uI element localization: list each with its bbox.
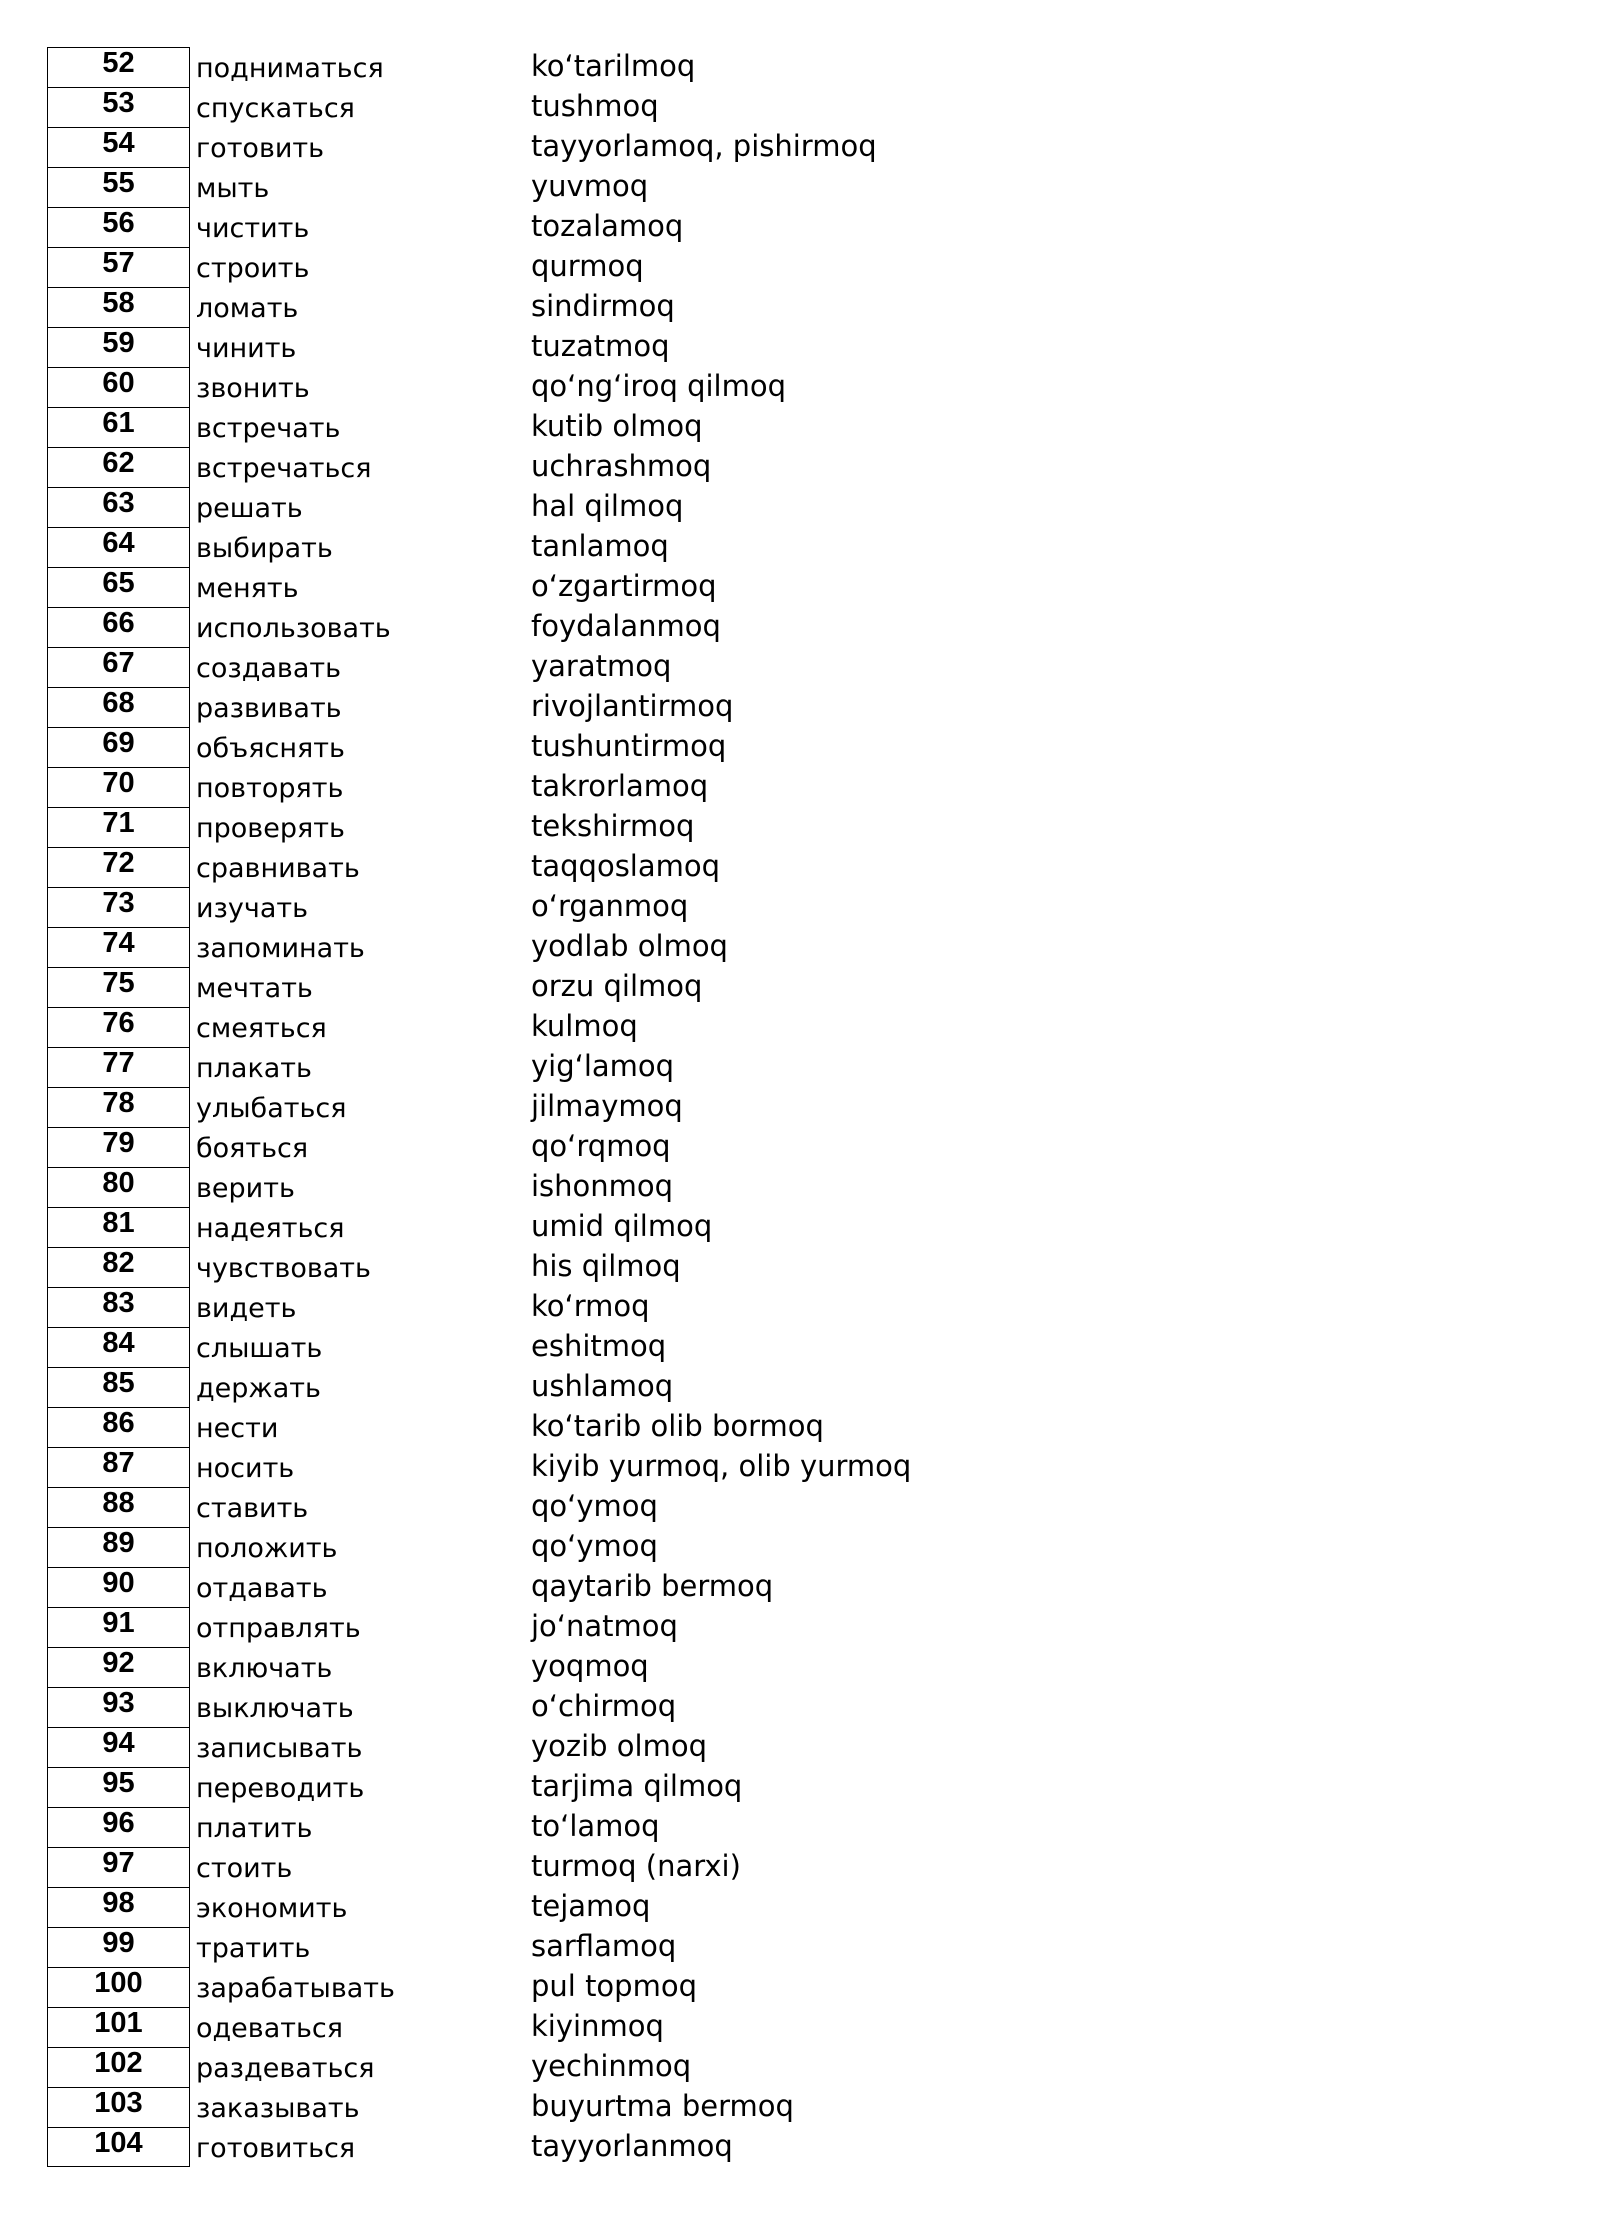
uzbek-translation: tanlamoq — [531, 529, 669, 563]
russian-word: заказывать — [196, 2093, 360, 2124]
russian-word: верить — [196, 1173, 295, 1204]
russian-word: надеяться — [196, 1213, 345, 1244]
uzbek-translation: qaytarib bermoq — [531, 1569, 774, 1603]
russian-word: видеть — [196, 1293, 297, 1324]
entry-number: 65 — [47, 567, 190, 607]
entry-number: 104 — [47, 2127, 190, 2167]
uzbek-translation: kulmoq — [531, 1009, 638, 1043]
entry-number: 71 — [47, 807, 190, 847]
uzbek-translation: taqqoslamoq — [531, 849, 721, 883]
russian-word: тратить — [196, 1933, 311, 1964]
uzbek-translation: kiyib yurmoq, olib yurmoq — [531, 1449, 912, 1483]
uzbek-translation: o‘rganmoq — [531, 889, 689, 923]
entry-number: 74 — [47, 927, 190, 967]
uzbek-translation: tuzatmoq — [531, 329, 670, 363]
russian-word: спускаться — [196, 93, 355, 124]
entry-number: 54 — [47, 127, 190, 167]
uzbek-translation: umid qilmoq — [531, 1209, 713, 1243]
uzbek-translation: to‘lamoq — [531, 1809, 660, 1843]
uzbek-translation: tekshirmoq — [531, 809, 695, 843]
uzbek-translation: yozib olmoq — [531, 1729, 708, 1763]
russian-word: чувствовать — [196, 1253, 371, 1284]
russian-word: развивать — [196, 693, 342, 724]
entry-number: 95 — [47, 1767, 190, 1807]
russian-word: сравнивать — [196, 853, 360, 884]
uzbek-translation: tayyorlamoq, pishirmoq — [531, 129, 877, 163]
russian-word: бояться — [196, 1133, 309, 1164]
entry-number: 62 — [47, 447, 190, 487]
russian-word: положить — [196, 1533, 338, 1564]
entry-number: 68 — [47, 687, 190, 727]
uzbek-translation: qo‘ymoq — [531, 1489, 658, 1523]
russian-word: встречаться — [196, 453, 372, 484]
uzbek-translation: tushmoq — [531, 89, 659, 123]
uzbek-translation: yig‘lamoq — [531, 1049, 675, 1083]
russian-word: переводить — [196, 1773, 365, 1804]
uzbek-translation: yaratmoq — [531, 649, 672, 683]
entry-number: 75 — [47, 967, 190, 1007]
russian-word: использовать — [196, 613, 391, 644]
russian-word: мыть — [196, 173, 270, 204]
russian-word: объяснять — [196, 733, 345, 764]
entry-number: 82 — [47, 1247, 190, 1287]
russian-word: ставить — [196, 1493, 309, 1524]
russian-word: экономить — [196, 1893, 348, 1924]
entry-number: 90 — [47, 1567, 190, 1607]
uzbek-translation: orzu qilmoq — [531, 969, 703, 1003]
entry-number: 101 — [47, 2007, 190, 2047]
russian-word: записывать — [196, 1733, 363, 1764]
russian-word: раздеваться — [196, 2053, 375, 2084]
uzbek-translation: turmoq (narxi) — [531, 1849, 741, 1883]
entry-number: 78 — [47, 1087, 190, 1127]
uzbek-translation: yechinmoq — [531, 2049, 692, 2083]
russian-word: чинить — [196, 333, 297, 364]
russian-word: подниматься — [196, 53, 384, 84]
russian-word: звонить — [196, 373, 310, 404]
uzbek-translation: qo‘ymoq — [531, 1529, 658, 1563]
russian-word: зарабатывать — [196, 1973, 395, 2004]
russian-word: плакать — [196, 1053, 312, 1084]
entry-number: 102 — [47, 2047, 190, 2087]
russian-word: носить — [196, 1453, 295, 1484]
uzbek-translation: jo‘natmoq — [531, 1609, 678, 1643]
entry-number: 66 — [47, 607, 190, 647]
russian-word: запоминать — [196, 933, 365, 964]
russian-word: менять — [196, 573, 299, 604]
uzbek-translation: kiyinmoq — [531, 2009, 664, 2043]
uzbek-translation: tayyorlanmoq — [531, 2129, 733, 2163]
entry-number: 61 — [47, 407, 190, 447]
russian-word: проверять — [196, 813, 345, 844]
uzbek-translation: tushuntirmoq — [531, 729, 727, 763]
uzbek-translation: tejamoq — [531, 1889, 651, 1923]
uzbek-translation: yoqmoq — [531, 1649, 649, 1683]
uzbek-translation: his qilmoq — [531, 1249, 681, 1283]
uzbek-translation: tozalamoq — [531, 209, 684, 243]
uzbek-translation: takrorlamoq — [531, 769, 709, 803]
entry-number: 80 — [47, 1167, 190, 1207]
entry-number: 98 — [47, 1887, 190, 1927]
entry-number: 52 — [47, 47, 190, 87]
entry-number: 53 — [47, 87, 190, 127]
entry-number: 88 — [47, 1487, 190, 1527]
uzbek-translation: rivojlantirmoq — [531, 689, 734, 723]
uzbek-translation: ishonmoq — [531, 1169, 674, 1203]
russian-word: готовить — [196, 133, 325, 164]
entry-number: 59 — [47, 327, 190, 367]
entry-number: 96 — [47, 1807, 190, 1847]
entry-number: 91 — [47, 1607, 190, 1647]
uzbek-translation: qurmoq — [531, 249, 644, 283]
entry-number: 58 — [47, 287, 190, 327]
entry-number: 89 — [47, 1527, 190, 1567]
russian-word: стоить — [196, 1853, 293, 1884]
uzbek-translation: sarflamoq — [531, 1929, 677, 1963]
russian-word: выбирать — [196, 533, 333, 564]
russian-word: нести — [196, 1413, 279, 1444]
uzbek-translation: buyurtma bermoq — [531, 2089, 794, 2123]
russian-word: встречать — [196, 413, 341, 444]
entry-number: 70 — [47, 767, 190, 807]
entry-number: 99 — [47, 1927, 190, 1967]
entry-number: 85 — [47, 1367, 190, 1407]
russian-word: повторять — [196, 773, 344, 804]
entry-number: 100 — [47, 1967, 190, 2007]
entry-number: 76 — [47, 1007, 190, 1047]
uzbek-translation: ko‘tarib olib bormoq — [531, 1409, 824, 1443]
uzbek-translation: qo‘rqmoq — [531, 1129, 671, 1163]
russian-word: выключать — [196, 1693, 354, 1724]
russian-word: строить — [196, 253, 310, 284]
russian-word: платить — [196, 1813, 313, 1844]
russian-word: слышать — [196, 1333, 323, 1364]
uzbek-translation: o‘chirmoq — [531, 1689, 677, 1723]
entry-number: 67 — [47, 647, 190, 687]
entry-number: 93 — [47, 1687, 190, 1727]
uzbek-translation: ushlamoq — [531, 1369, 674, 1403]
uzbek-translation: jilmaymoq — [531, 1089, 683, 1123]
russian-word: смеяться — [196, 1013, 327, 1044]
entry-number: 103 — [47, 2087, 190, 2127]
russian-word: отдавать — [196, 1573, 328, 1604]
entry-number: 63 — [47, 487, 190, 527]
uzbek-translation: yodlab olmoq — [531, 929, 728, 963]
entry-number: 84 — [47, 1327, 190, 1367]
russian-word: изучать — [196, 893, 309, 924]
entry-number: 79 — [47, 1127, 190, 1167]
uzbek-translation: kutib olmoq — [531, 409, 703, 443]
entry-number: 86 — [47, 1407, 190, 1447]
russian-word: ломать — [196, 293, 299, 324]
russian-word: держать — [196, 1373, 321, 1404]
entry-number: 97 — [47, 1847, 190, 1887]
entry-number: 55 — [47, 167, 190, 207]
uzbek-translation: eshitmoq — [531, 1329, 667, 1363]
russian-word: улыбаться — [196, 1093, 347, 1124]
uzbek-translation: o‘zgartirmoq — [531, 569, 717, 603]
uzbek-translation: qo‘ng‘iroq qilmoq — [531, 369, 787, 403]
russian-word: мечтать — [196, 973, 313, 1004]
uzbek-translation: tarjima qilmoq — [531, 1769, 743, 1803]
entry-number: 92 — [47, 1647, 190, 1687]
russian-word: создавать — [196, 653, 342, 684]
entry-number: 64 — [47, 527, 190, 567]
uzbek-translation: yuvmoq — [531, 169, 649, 203]
entry-number: 94 — [47, 1727, 190, 1767]
uzbek-translation: ko‘rmoq — [531, 1289, 650, 1323]
entry-number: 83 — [47, 1287, 190, 1327]
entry-number: 60 — [47, 367, 190, 407]
uzbek-translation: ko‘tarilmoq — [531, 49, 696, 83]
entry-number: 57 — [47, 247, 190, 287]
russian-word: чистить — [196, 213, 310, 244]
entry-number: 69 — [47, 727, 190, 767]
entry-number: 77 — [47, 1047, 190, 1087]
uzbek-translation: uchrashmoq — [531, 449, 712, 483]
entry-number: 72 — [47, 847, 190, 887]
russian-word: включать — [196, 1653, 333, 1684]
entry-number: 81 — [47, 1207, 190, 1247]
russian-word: решать — [196, 493, 303, 524]
entry-number: 87 — [47, 1447, 190, 1487]
entry-number: 56 — [47, 207, 190, 247]
russian-word: одеваться — [196, 2013, 343, 2044]
uzbek-translation: sindirmoq — [531, 289, 675, 323]
uzbek-translation: hal qilmoq — [531, 489, 684, 523]
russian-word: отправлять — [196, 1613, 361, 1644]
entry-number: 73 — [47, 887, 190, 927]
russian-word: готовиться — [196, 2133, 356, 2164]
uzbek-translation: foydalanmoq — [531, 609, 721, 643]
uzbek-translation: pul topmoq — [531, 1969, 697, 2003]
